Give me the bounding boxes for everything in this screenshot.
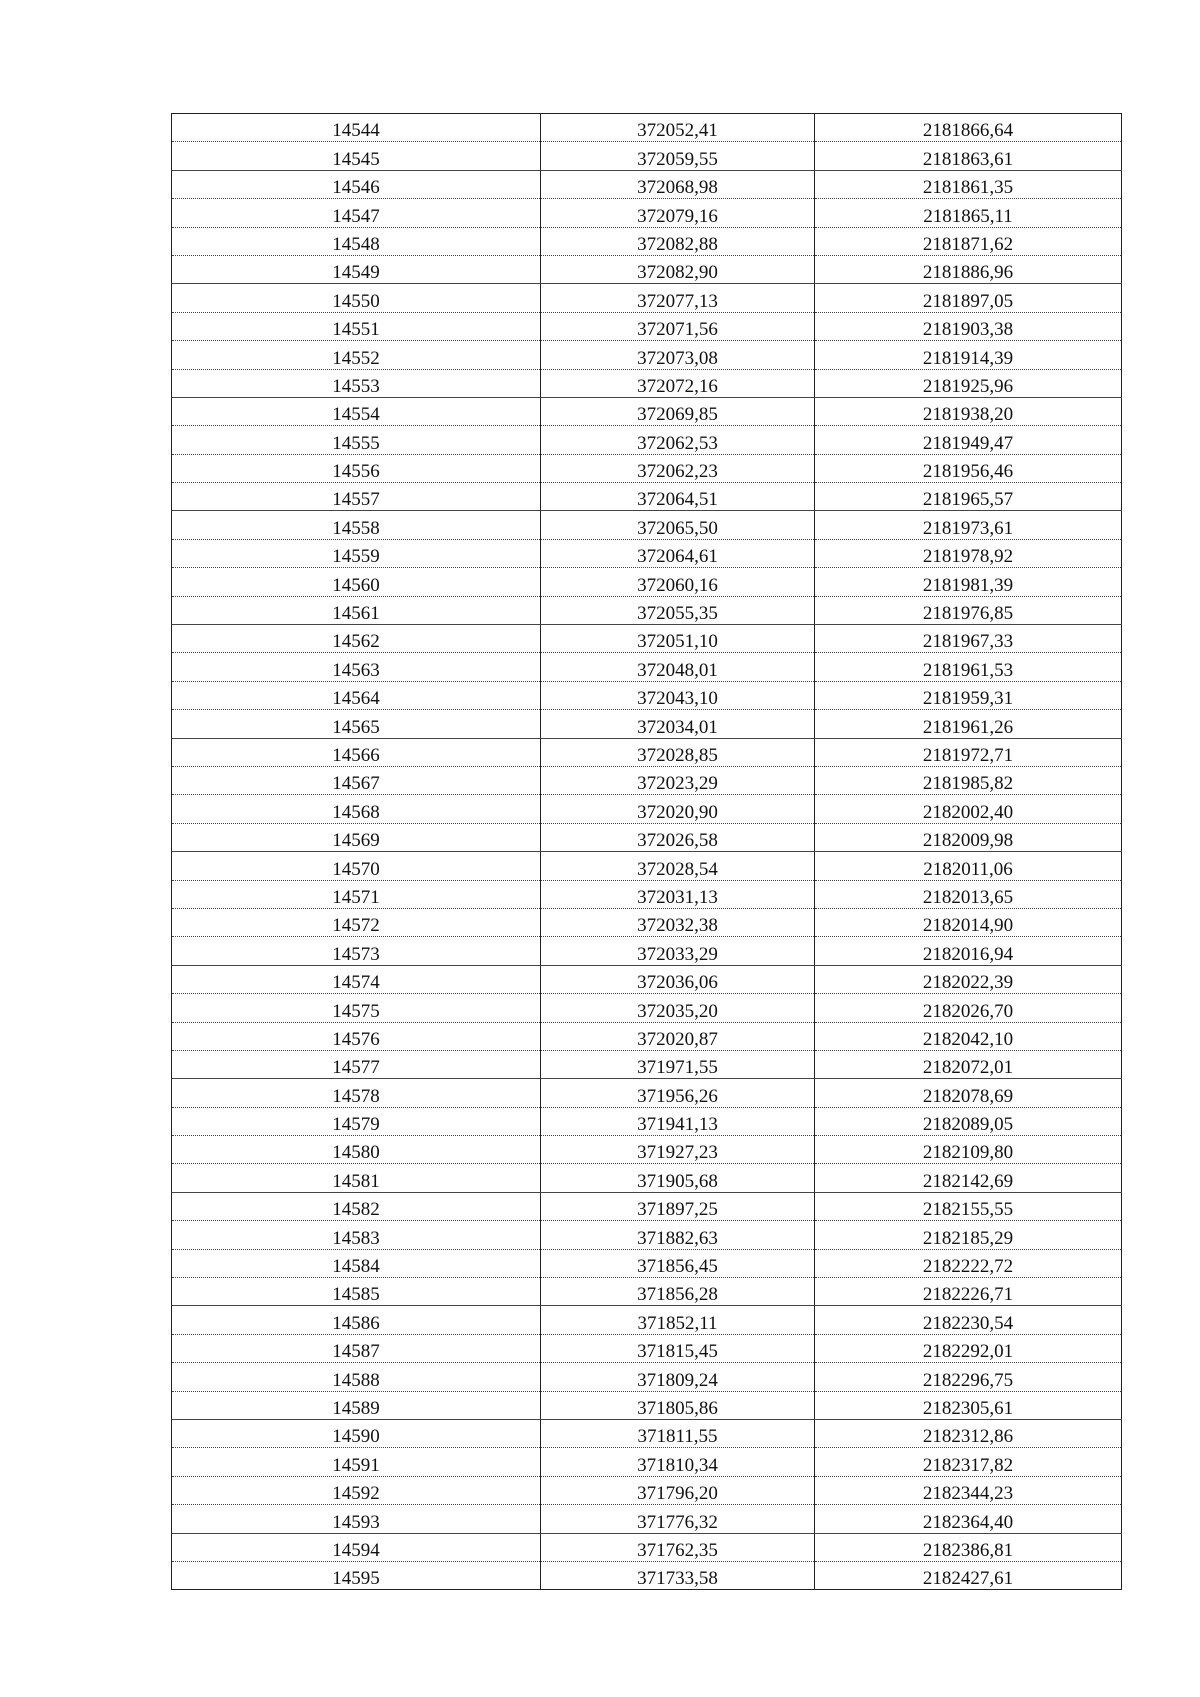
table-row xyxy=(172,369,1122,397)
point-number-cell: 14578 xyxy=(172,1079,541,1107)
y-coordinate-cell: 2181871,62 xyxy=(815,227,1122,255)
point-number-cell: 14566 xyxy=(172,738,541,766)
point-number-cell: 14577 xyxy=(172,1050,541,1078)
point-number-cell: 14593 xyxy=(172,1505,541,1533)
x-coordinate-cell: 372052,41 xyxy=(541,114,815,142)
point-number-cell: 14595 xyxy=(172,1561,541,1589)
point-number-cell: 14569 xyxy=(172,823,541,851)
x-coordinate-cell: 372023,29 xyxy=(541,766,815,794)
table-row xyxy=(172,1476,1122,1504)
point-number-cell: 14589 xyxy=(172,1391,541,1419)
y-coordinate-cell: 2182022,39 xyxy=(815,965,1122,993)
point-number-cell: 14548 xyxy=(172,227,541,255)
point-number-cell: 14583 xyxy=(172,1221,541,1249)
y-coordinate-cell: 2181861,35 xyxy=(815,170,1122,198)
y-coordinate-cell: 2182002,40 xyxy=(815,795,1122,823)
table-row xyxy=(172,1561,1122,1589)
x-coordinate-cell: 372062,53 xyxy=(541,426,815,454)
y-coordinate-cell: 2182386,81 xyxy=(815,1533,1122,1561)
point-number-cell: 14571 xyxy=(172,880,541,908)
x-coordinate-cell: 371941,13 xyxy=(541,1107,815,1135)
x-coordinate-cell: 372031,13 xyxy=(541,880,815,908)
y-coordinate-cell: 2182089,05 xyxy=(815,1107,1122,1135)
point-number-cell: 14581 xyxy=(172,1164,541,1192)
coordinates-table-body xyxy=(172,114,1122,1590)
table-row xyxy=(172,568,1122,596)
x-coordinate-cell: 372073,08 xyxy=(541,341,815,369)
x-coordinate-cell: 371810,34 xyxy=(541,1448,815,1476)
x-coordinate-cell: 371956,26 xyxy=(541,1079,815,1107)
y-coordinate-cell: 2182142,69 xyxy=(815,1164,1122,1192)
point-number-cell: 14549 xyxy=(172,255,541,283)
y-coordinate-cell: 2182230,54 xyxy=(815,1306,1122,1334)
table-row xyxy=(172,1448,1122,1476)
table-row xyxy=(172,341,1122,369)
x-coordinate-cell: 372064,61 xyxy=(541,539,815,567)
y-coordinate-cell: 2181976,85 xyxy=(815,596,1122,624)
table-row xyxy=(172,1192,1122,1220)
table-row xyxy=(172,681,1122,709)
y-coordinate-cell: 2181914,39 xyxy=(815,341,1122,369)
table-row xyxy=(172,397,1122,425)
x-coordinate-cell: 372020,87 xyxy=(541,1022,815,1050)
x-coordinate-cell: 372055,35 xyxy=(541,596,815,624)
table-row xyxy=(172,596,1122,624)
y-coordinate-cell: 2182222,72 xyxy=(815,1249,1122,1277)
y-coordinate-cell: 2182312,86 xyxy=(815,1419,1122,1447)
table-row xyxy=(172,199,1122,227)
x-coordinate-cell: 371796,20 xyxy=(541,1476,815,1504)
point-number-cell: 14594 xyxy=(172,1533,541,1561)
table-row xyxy=(172,1533,1122,1561)
y-coordinate-cell: 2182364,40 xyxy=(815,1505,1122,1533)
point-number-cell: 14587 xyxy=(172,1334,541,1362)
table-row xyxy=(172,710,1122,738)
y-coordinate-cell: 2181938,20 xyxy=(815,397,1122,425)
y-coordinate-cell: 2182078,69 xyxy=(815,1079,1122,1107)
table-row xyxy=(172,1419,1122,1447)
x-coordinate-cell: 372077,13 xyxy=(541,284,815,312)
y-coordinate-cell: 2181863,61 xyxy=(815,142,1122,170)
x-coordinate-cell: 372020,90 xyxy=(541,795,815,823)
table-row xyxy=(172,625,1122,653)
y-coordinate-cell: 2182427,61 xyxy=(815,1561,1122,1589)
x-coordinate-cell: 372028,85 xyxy=(541,738,815,766)
table-row xyxy=(172,539,1122,567)
table-row xyxy=(172,766,1122,794)
y-coordinate-cell: 2182185,29 xyxy=(815,1221,1122,1249)
x-coordinate-cell: 371776,32 xyxy=(541,1505,815,1533)
coordinates-table xyxy=(171,113,1122,1590)
table-row xyxy=(172,738,1122,766)
point-number-cell: 14551 xyxy=(172,312,541,340)
y-coordinate-cell: 2182109,80 xyxy=(815,1136,1122,1164)
x-coordinate-cell: 372035,20 xyxy=(541,994,815,1022)
table-row xyxy=(172,1079,1122,1107)
x-coordinate-cell: 372059,55 xyxy=(541,142,815,170)
table-row xyxy=(172,965,1122,993)
y-coordinate-cell: 2181956,46 xyxy=(815,454,1122,482)
y-coordinate-cell: 2182292,01 xyxy=(815,1334,1122,1362)
table-row xyxy=(172,312,1122,340)
point-number-cell: 14560 xyxy=(172,568,541,596)
point-number-cell: 14585 xyxy=(172,1278,541,1306)
point-number-cell: 14563 xyxy=(172,653,541,681)
x-coordinate-cell: 372036,06 xyxy=(541,965,815,993)
y-coordinate-cell: 2182013,65 xyxy=(815,880,1122,908)
y-coordinate-cell: 2181978,92 xyxy=(815,539,1122,567)
x-coordinate-cell: 371905,68 xyxy=(541,1164,815,1192)
x-coordinate-cell: 371856,28 xyxy=(541,1278,815,1306)
y-coordinate-cell: 2182296,75 xyxy=(815,1363,1122,1391)
x-coordinate-cell: 371762,35 xyxy=(541,1533,815,1561)
x-coordinate-cell: 372043,10 xyxy=(541,681,815,709)
x-coordinate-cell: 372028,54 xyxy=(541,852,815,880)
x-coordinate-cell: 371971,55 xyxy=(541,1050,815,1078)
point-number-cell: 14554 xyxy=(172,397,541,425)
table-row xyxy=(172,1022,1122,1050)
y-coordinate-cell: 2182344,23 xyxy=(815,1476,1122,1504)
table-row xyxy=(172,1505,1122,1533)
x-coordinate-cell: 372032,38 xyxy=(541,908,815,936)
x-coordinate-cell: 371811,55 xyxy=(541,1419,815,1447)
x-coordinate-cell: 372071,56 xyxy=(541,312,815,340)
x-coordinate-cell: 371882,63 xyxy=(541,1221,815,1249)
point-number-cell: 14584 xyxy=(172,1249,541,1277)
y-coordinate-cell: 2181886,96 xyxy=(815,255,1122,283)
y-coordinate-cell: 2181865,11 xyxy=(815,199,1122,227)
y-coordinate-cell: 2181972,71 xyxy=(815,738,1122,766)
table-row xyxy=(172,1136,1122,1164)
table-row xyxy=(172,937,1122,965)
point-number-cell: 14565 xyxy=(172,710,541,738)
point-number-cell: 14570 xyxy=(172,852,541,880)
x-coordinate-cell: 371809,24 xyxy=(541,1363,815,1391)
point-number-cell: 14545 xyxy=(172,142,541,170)
table-row xyxy=(172,511,1122,539)
x-coordinate-cell: 372065,50 xyxy=(541,511,815,539)
y-coordinate-cell: 2181981,39 xyxy=(815,568,1122,596)
y-coordinate-cell: 2182014,90 xyxy=(815,908,1122,936)
y-coordinate-cell: 2181965,57 xyxy=(815,483,1122,511)
point-number-cell: 14561 xyxy=(172,596,541,624)
point-number-cell: 14572 xyxy=(172,908,541,936)
table-row xyxy=(172,795,1122,823)
table-row xyxy=(172,823,1122,851)
y-coordinate-cell: 2182072,01 xyxy=(815,1050,1122,1078)
point-number-cell: 14574 xyxy=(172,965,541,993)
table-row xyxy=(172,852,1122,880)
x-coordinate-cell: 371897,25 xyxy=(541,1192,815,1220)
x-coordinate-cell: 372082,88 xyxy=(541,227,815,255)
y-coordinate-cell: 2181897,05 xyxy=(815,284,1122,312)
x-coordinate-cell: 372060,16 xyxy=(541,568,815,596)
point-number-cell: 14588 xyxy=(172,1363,541,1391)
table-row xyxy=(172,1050,1122,1078)
point-number-cell: 14582 xyxy=(172,1192,541,1220)
table-row xyxy=(172,1391,1122,1419)
table-row xyxy=(172,1278,1122,1306)
y-coordinate-cell: 2181925,96 xyxy=(815,369,1122,397)
point-number-cell: 14556 xyxy=(172,454,541,482)
table-row xyxy=(172,1249,1122,1277)
y-coordinate-cell: 2181985,82 xyxy=(815,766,1122,794)
point-number-cell: 14544 xyxy=(172,114,541,142)
x-coordinate-cell: 372082,90 xyxy=(541,255,815,283)
x-coordinate-cell: 372064,51 xyxy=(541,483,815,511)
point-number-cell: 14564 xyxy=(172,681,541,709)
y-coordinate-cell: 2182042,10 xyxy=(815,1022,1122,1050)
point-number-cell: 14547 xyxy=(172,199,541,227)
y-coordinate-cell: 2181961,53 xyxy=(815,653,1122,681)
table-row xyxy=(172,1363,1122,1391)
x-coordinate-cell: 372079,16 xyxy=(541,199,815,227)
y-coordinate-cell: 2181949,47 xyxy=(815,426,1122,454)
table-row xyxy=(172,227,1122,255)
x-coordinate-cell: 372026,58 xyxy=(541,823,815,851)
point-number-cell: 14592 xyxy=(172,1476,541,1504)
point-number-cell: 14590 xyxy=(172,1419,541,1447)
table-row xyxy=(172,426,1122,454)
y-coordinate-cell: 2181866,64 xyxy=(815,114,1122,142)
point-number-cell: 14579 xyxy=(172,1107,541,1135)
x-coordinate-cell: 371733,58 xyxy=(541,1561,815,1589)
x-coordinate-cell: 372033,29 xyxy=(541,937,815,965)
table-row xyxy=(172,483,1122,511)
x-coordinate-cell: 372072,16 xyxy=(541,369,815,397)
y-coordinate-cell: 2181973,61 xyxy=(815,511,1122,539)
point-number-cell: 14580 xyxy=(172,1136,541,1164)
table-row xyxy=(172,880,1122,908)
x-coordinate-cell: 372048,01 xyxy=(541,653,815,681)
point-number-cell: 14558 xyxy=(172,511,541,539)
table-row xyxy=(172,114,1122,142)
y-coordinate-cell: 2181959,31 xyxy=(815,681,1122,709)
point-number-cell: 14557 xyxy=(172,483,541,511)
x-coordinate-cell: 371815,45 xyxy=(541,1334,815,1362)
table-row xyxy=(172,1107,1122,1135)
table-row xyxy=(172,1221,1122,1249)
y-coordinate-cell: 2182305,61 xyxy=(815,1391,1122,1419)
x-coordinate-cell: 372069,85 xyxy=(541,397,815,425)
table-row xyxy=(172,1306,1122,1334)
x-coordinate-cell: 372062,23 xyxy=(541,454,815,482)
y-coordinate-cell: 2181961,26 xyxy=(815,710,1122,738)
y-coordinate-cell: 2181903,38 xyxy=(815,312,1122,340)
point-number-cell: 14573 xyxy=(172,937,541,965)
x-coordinate-cell: 371927,23 xyxy=(541,1136,815,1164)
point-number-cell: 14562 xyxy=(172,625,541,653)
y-coordinate-cell: 2182011,06 xyxy=(815,852,1122,880)
point-number-cell: 14568 xyxy=(172,795,541,823)
y-coordinate-cell: 2182026,70 xyxy=(815,994,1122,1022)
table-row xyxy=(172,284,1122,312)
point-number-cell: 14555 xyxy=(172,426,541,454)
y-coordinate-cell: 2182226,71 xyxy=(815,1278,1122,1306)
x-coordinate-cell: 372068,98 xyxy=(541,170,815,198)
point-number-cell: 14552 xyxy=(172,341,541,369)
table-row xyxy=(172,142,1122,170)
table-row xyxy=(172,454,1122,482)
y-coordinate-cell: 2182009,98 xyxy=(815,823,1122,851)
point-number-cell: 14576 xyxy=(172,1022,541,1050)
x-coordinate-cell: 372034,01 xyxy=(541,710,815,738)
table-row xyxy=(172,1334,1122,1362)
table-row xyxy=(172,908,1122,936)
y-coordinate-cell: 2182317,82 xyxy=(815,1448,1122,1476)
x-coordinate-cell: 371856,45 xyxy=(541,1249,815,1277)
point-number-cell: 14550 xyxy=(172,284,541,312)
x-coordinate-cell: 371805,86 xyxy=(541,1391,815,1419)
point-number-cell: 14586 xyxy=(172,1306,541,1334)
x-coordinate-cell: 372051,10 xyxy=(541,625,815,653)
point-number-cell: 14553 xyxy=(172,369,541,397)
table-row xyxy=(172,653,1122,681)
point-number-cell: 14591 xyxy=(172,1448,541,1476)
point-number-cell: 14559 xyxy=(172,539,541,567)
y-coordinate-cell: 2181967,33 xyxy=(815,625,1122,653)
table-row xyxy=(172,170,1122,198)
point-number-cell: 14546 xyxy=(172,170,541,198)
point-number-cell: 14567 xyxy=(172,766,541,794)
table-row xyxy=(172,255,1122,283)
table-row xyxy=(172,1164,1122,1192)
table-row xyxy=(172,994,1122,1022)
y-coordinate-cell: 2182016,94 xyxy=(815,937,1122,965)
y-coordinate-cell: 2182155,55 xyxy=(815,1192,1122,1220)
x-coordinate-cell: 371852,11 xyxy=(541,1306,815,1334)
point-number-cell: 14575 xyxy=(172,994,541,1022)
